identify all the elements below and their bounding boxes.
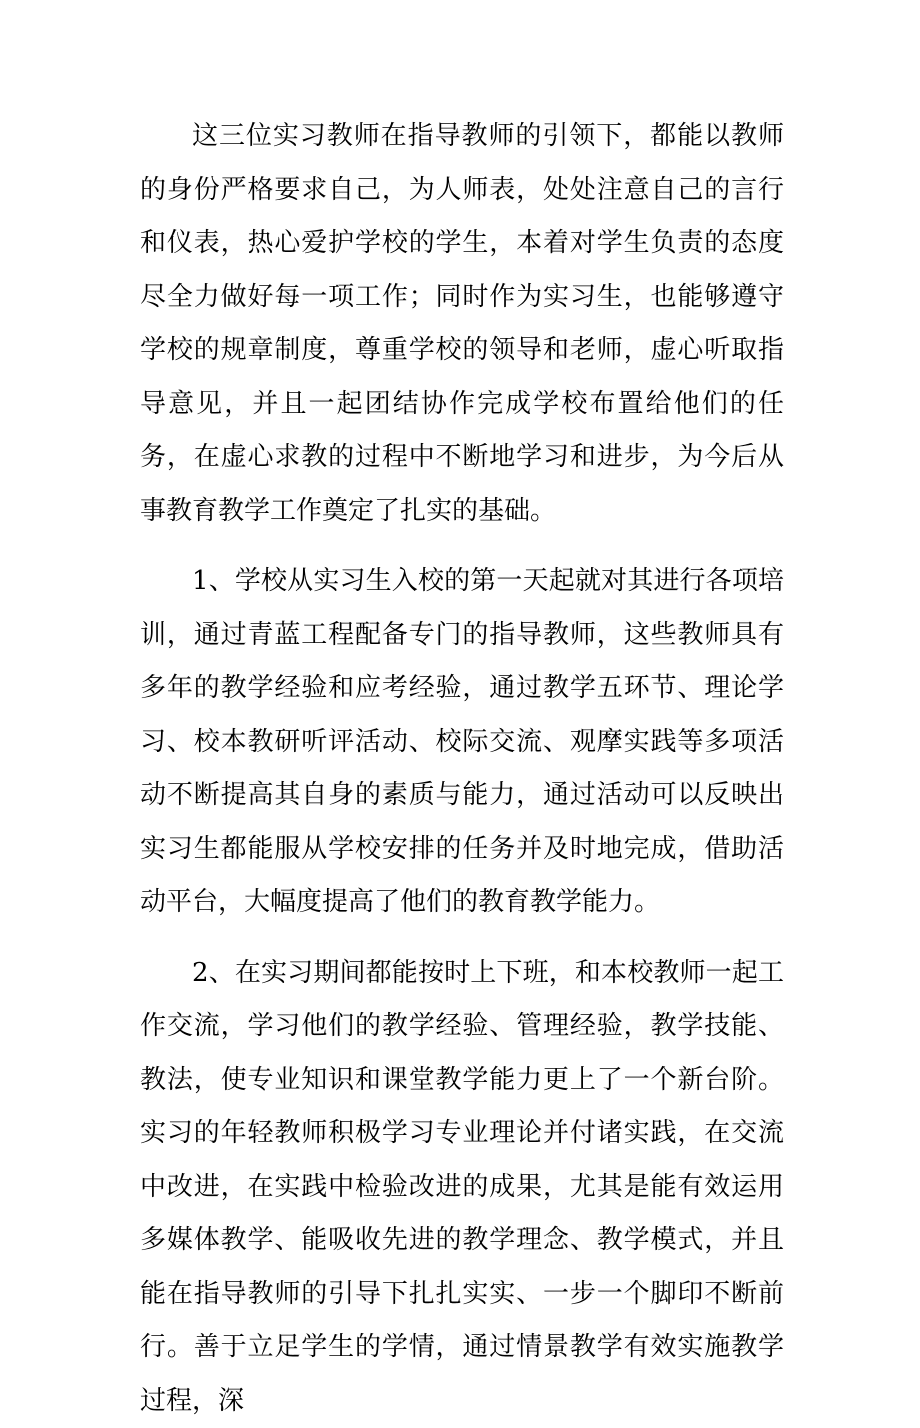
paragraph-item-1: 1、学校从实习生入校的第一天起就对其进行各项培训，通过青蓝工程配备专门的指导教师，这些教师具有多年的教学经验和应考经验，通过教学五环节、理论学习、校本教研听评活动、校际交流、观摩实践等多项活动不断提高其自身的素质与能力，通过活动可以反映出实习生都能服从学校安排的任务并及时地完成，借助活动平台，大幅度提高了他们的教育教学能力。 (140, 555, 784, 930)
document-body (140, 110, 784, 1428)
paragraph-item-2: 2、在实习期间都能按时上下班，和本校教师一起工作交流，学习他们的教学经验、管理经验，教学技能、教法，使专业知识和课堂教学能力更上了一个新台阶。实习的年轻教师积极学习专业理论并付诸实践，在交流中改进，在实践中检验改进的成果，尤其是能有效运用多媒体教学、能吸收先进的教学理念、教学模式，并且能在指导教师的引导下扎扎实实、一步一个脚印不断前行。善于立足学生的学情，通过情景教学有效实施教学过程，深 (140, 947, 784, 1428)
paragraph-intro: 这三位实习教师在指导教师的引领下，都能以教师的身份严格要求自己，为人师表，处处注意自己的言行和仪表，热心爱护学校的学生，本着对学生负责的态度尽全力做好每一项工作；同时作为实习生，也能够遵守学校的规章制度，尊重学校的领导和老师，虚心听取指导意见，并且一起团结协作完成学校布置给他们的任务，在虚心求教的过程中不断地学习和进步，为今后从事教育教学工作奠定了扎实的基础。 (140, 110, 784, 538)
